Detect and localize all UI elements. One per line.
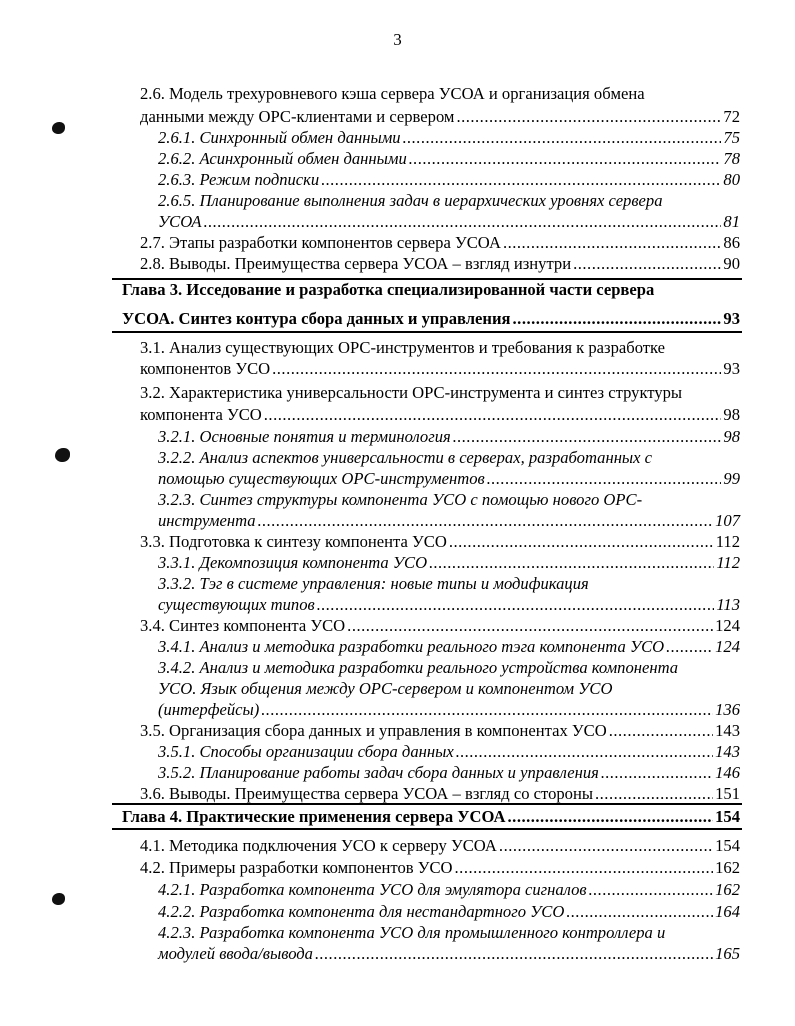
toc-entry	[140, 253, 740, 274]
toc-entry	[140, 232, 740, 253]
toc-entry-text: 3.3. Подготовка к синтезу компонента УСО	[140, 532, 447, 551]
toc-entry-text: 3.2.1. Основные понятия и терминология	[158, 427, 451, 446]
toc-entry	[158, 426, 740, 447]
margin-mark	[52, 893, 65, 905]
toc-entry-text: УСО. Язык общения между ОРС-сервером и компонентом УСО	[158, 679, 613, 698]
toc-page-number: 93	[723, 359, 740, 378]
toc-entry-text: компонента УСО	[140, 405, 262, 424]
toc-entry-text: 3.5.2. Планирование работы задач сбора данных и управления	[158, 763, 599, 782]
toc-entry	[140, 835, 740, 856]
chapter-heading: Глава 3. Исседование и разработка специализированной части сервера	[122, 280, 655, 299]
toc-page-number: 164	[715, 902, 740, 921]
toc-entry	[158, 901, 740, 922]
toc-entry-text: 4.2. Примеры разработки компонентов УСО	[140, 858, 453, 877]
toc-page-number: 90	[723, 254, 740, 273]
toc-entry-text: 3.6. Выводы. Преимущества сервера УСОА – взгляд со стороны	[140, 784, 593, 803]
toc-entry-text: 4.2.3. Разработка компонента УСО для промышленного контроллера и	[158, 923, 666, 942]
toc-entry-text: УСОА	[158, 212, 202, 231]
toc-entry-text: существующих типов	[158, 595, 315, 614]
toc-page-number: 113	[716, 595, 740, 614]
toc-entry	[158, 699, 740, 720]
toc-page-number: 80	[723, 170, 740, 189]
toc-entry	[122, 806, 740, 827]
toc-page-number: 165	[715, 944, 740, 963]
toc-page-number: 75	[723, 128, 740, 147]
toc-entry-text: (интерфейсы)	[158, 700, 260, 719]
toc-entry	[158, 741, 740, 762]
toc-page-number: 154	[715, 836, 740, 855]
toc-page-number: 136	[715, 700, 740, 719]
toc-entry-text: 3.3.1. Декомпозиция компонента УСО	[158, 553, 428, 572]
toc-page-number: 146	[715, 763, 740, 782]
toc-page-number: 72	[723, 107, 740, 126]
toc-entry-text: 2.8. Выводы. Преимущества сервера УСОА – взгляд изнутри	[140, 254, 572, 273]
toc-entry	[140, 531, 740, 552]
toc-entry	[158, 594, 740, 615]
toc-entry-text: 3.2.3. Синтез структуры компонента УСО с помощью нового ОРС-	[158, 490, 643, 509]
toc-page-number: 124	[715, 637, 740, 656]
toc-page-number: 143	[715, 742, 740, 761]
toc-entry	[158, 169, 740, 190]
toc-entry-text: 2.6.5. Планирование выполнения задач в иерархических уровнях сервера	[158, 191, 663, 210]
toc-entry-text: 3.1. Анализ существующих ОРС-инструментов и требования к разработке	[140, 338, 666, 357]
toc-page-number: 143	[715, 721, 740, 740]
toc-entry-text: 3.4.1. Анализ и методика разработки реального тэга компонента УСО	[158, 637, 665, 656]
toc-entry	[158, 211, 740, 232]
toc-entry-text: 2.6.3. Режим подписки	[158, 170, 320, 189]
toc-entry	[158, 552, 740, 573]
toc-entry-text: 3.2.2. Анализ аспектов универсальности в серверах, разработанных с	[158, 448, 653, 467]
toc-entry	[140, 857, 740, 878]
toc-entry	[158, 468, 740, 489]
toc-entry	[158, 127, 740, 148]
toc-entry	[158, 148, 740, 169]
toc-entry	[140, 615, 740, 636]
chapter-rule	[112, 803, 742, 805]
toc-entry-text: 3.4. Синтез компонента УСО	[140, 616, 346, 635]
toc-page-number: 154	[715, 807, 740, 826]
toc-entry	[140, 358, 740, 379]
toc-entry-text: 4.1. Методика подключения УСО к серверу УСОА	[140, 836, 497, 855]
chapter-rule	[112, 828, 742, 830]
margin-mark	[52, 122, 65, 134]
toc-page-number: 86	[723, 233, 740, 252]
toc-entry-text: 3.5.1. Способы организации сбора данных	[158, 742, 454, 761]
toc-page-number: 98	[723, 427, 740, 446]
chapter-rule	[112, 331, 742, 333]
toc-entry-text: компонентов УСО	[140, 359, 271, 378]
toc-entry-text: инструмента	[158, 511, 256, 530]
toc-page-number: 98	[723, 405, 740, 424]
margin-mark	[55, 448, 70, 462]
toc-entry-text: 2.6.2. Асинхронный обмен данными	[158, 149, 407, 168]
toc-page-number: 162	[715, 880, 740, 899]
toc-page-number: 93	[723, 309, 740, 328]
toc-entry-text: 3.2. Характеристика универсальности ОРС-инструмента и синтез структуры	[140, 383, 683, 402]
toc-entry	[140, 720, 740, 741]
toc-entry	[140, 404, 740, 425]
toc-entry	[122, 308, 740, 329]
toc-page-number: 99	[723, 469, 740, 488]
toc-entry	[158, 879, 740, 900]
toc-entry-text: данными между ОРС-клиентами и сервером	[140, 107, 455, 126]
toc-entry-text: 3.5. Организация сбора данных и управления в компонентах УСО	[140, 721, 607, 740]
toc-entry-text: 4.2.2. Разработка компонента для нестандартного УСО	[158, 902, 565, 921]
toc-page-number: 124	[715, 616, 740, 635]
toc-entry	[158, 943, 740, 964]
toc-entry	[140, 783, 740, 804]
toc-entry	[158, 510, 740, 531]
toc-page-number: 162	[715, 858, 740, 877]
toc-entry-text: 4.2.1. Разработка компонента УСО для эмулятора сигналов	[158, 880, 587, 899]
toc-entry-text: 2.7. Этапы разработки компонентов сервера УСОА	[140, 233, 501, 252]
toc-entry-text: 3.4.2. Анализ и методика разработки реального устройства компонента	[158, 658, 679, 677]
chapter-heading: Глава 4. Практические применения сервера УСОА	[122, 807, 506, 826]
toc-entry	[140, 106, 740, 127]
toc-page-number: 107	[715, 511, 740, 530]
toc-entry-text: 2.6.1. Синхронный обмен данными	[158, 128, 401, 147]
toc-entry-text: 3.3.2. Тэг в системе управления: новые типы и модификация	[158, 574, 589, 593]
toc-entry-text: помощью существующих ОРС-инструментов	[158, 469, 485, 488]
toc-page-number: 151	[715, 784, 740, 803]
toc-entry	[158, 762, 740, 783]
toc-page-number: 112	[716, 553, 740, 572]
toc-entry-text: 2.6. Модель трехуровневого кэша сервера УСОА и организация обмена	[140, 84, 645, 103]
toc-page-number: 78	[723, 149, 740, 168]
toc-entry	[158, 636, 740, 657]
chapter-heading: УСОА. Синтез контура сбора данных и управления	[122, 309, 511, 328]
toc-entry-text: модулей ввода/вывода	[158, 944, 313, 963]
toc-page-number: 81	[723, 212, 740, 231]
page-number: 3	[393, 30, 402, 49]
toc-page-number: 112	[715, 532, 740, 551]
